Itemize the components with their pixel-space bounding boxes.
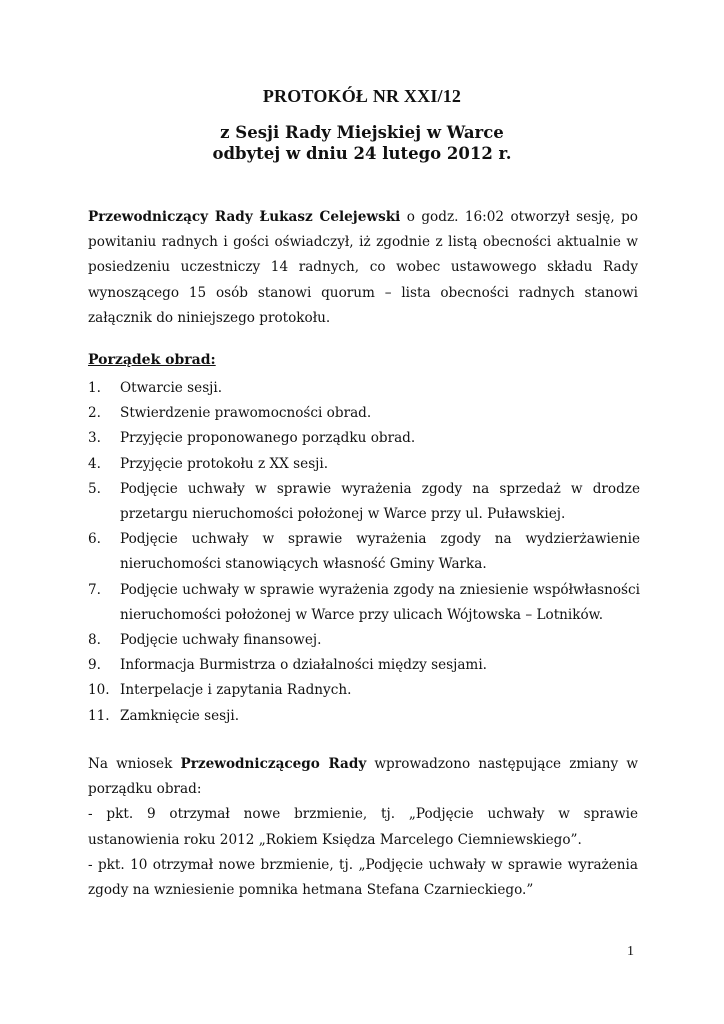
opening-paragraph bbox=[88, 205, 638, 331]
agenda-item bbox=[88, 426, 640, 451]
agenda-item-number: 5. bbox=[88, 480, 101, 497]
agenda-item-text: Stwierdzenie prawomocności obrad. bbox=[120, 405, 372, 422]
changes-section bbox=[88, 752, 638, 903]
agenda-item-number: 2. bbox=[88, 405, 101, 422]
agenda-item-number: 6. bbox=[88, 531, 101, 548]
agenda-item-text: Przyjęcie proponowanego porządku obrad. bbox=[120, 430, 416, 447]
document-title: PROTOKÓŁ NR XXI/12 bbox=[262, 86, 462, 106]
agenda-item-number: 1. bbox=[88, 380, 101, 396]
agenda-item bbox=[88, 527, 640, 577]
agenda-item-text: Podjęcie uchwały w sprawie wyrażenia zgody na sprzedaż w drodze przetargu nieruchomości położonej w Warce przy ul. Puławskiej. bbox=[120, 480, 640, 523]
agenda-item-text: Informacja Burmistrza o działalności między sesjami. bbox=[120, 657, 487, 674]
changes-intro-suffix: wprowadzono następujące zmiany w porządku obrad: bbox=[88, 756, 638, 798]
agenda-item-text: Przyjęcie protokołu z XX sesji. bbox=[120, 455, 329, 472]
agenda-item-number: 3. bbox=[88, 430, 101, 447]
agenda-item bbox=[88, 578, 640, 628]
agenda-item-number: 4. bbox=[88, 455, 101, 472]
document-subtitle bbox=[0, 122, 724, 164]
chair-name: Przewodniczący Rady Łukasz Celejewski bbox=[88, 209, 401, 225]
subtitle-line-2: odbytej w dniu 24 lutego 2012 r. bbox=[212, 144, 512, 163]
changes-intro-bold: Przewodniczącego Rady bbox=[180, 756, 367, 772]
changes-intro-prefix: Na wniosek bbox=[88, 756, 181, 772]
agenda-item-number: 9. bbox=[88, 657, 101, 674]
agenda-heading: Porządek obrad: bbox=[88, 352, 216, 368]
agenda-item-number: 11. bbox=[88, 707, 110, 724]
agenda-item-number: 8. bbox=[88, 632, 101, 649]
change-item-2: - pkt. 10 otrzymał nowe brzmienie, tj. „Podjęcie uchwały w sprawie wyrażenia zgody na wzniesienie pomnika hetmana Stefana Czarnieckiego.” bbox=[88, 856, 638, 899]
agenda-item bbox=[88, 628, 640, 653]
agenda-item-text: Zamknięcie sesji. bbox=[120, 707, 240, 724]
agenda-item-text: Podjęcie uchwały w sprawie wyrażenia zgody na wydzierżawienie nieruchomości stanowiących własność Gminy Warka. bbox=[120, 531, 640, 573]
agenda-item-text: Podjęcie uchwały finansowej. bbox=[120, 632, 322, 649]
agenda-item-text: Interpelacje i zapytania Radnych. bbox=[120, 682, 352, 699]
agenda-item bbox=[88, 401, 640, 426]
subtitle-line-1: z Sesji Rady Miejskiej w Warce bbox=[220, 123, 504, 142]
change-item-1: - pkt. 9 otrzymał nowe brzmienie, tj. „Podjęcie uchwały w sprawie ustanowienia roku 2012 „Rokiem Księdza Marcelego Ciemniewskiego”. bbox=[88, 806, 638, 848]
agenda-item bbox=[88, 678, 640, 703]
agenda-item-number: 7. bbox=[88, 581, 101, 598]
agenda-item-text: Otwarcie sesji. bbox=[120, 380, 223, 396]
agenda-item bbox=[88, 704, 640, 729]
agenda-item bbox=[88, 653, 640, 678]
agenda-list bbox=[88, 376, 640, 729]
page-number: 1 bbox=[627, 944, 634, 959]
agenda-item bbox=[88, 452, 640, 477]
changes-intro bbox=[88, 752, 638, 802]
agenda-item-number: 10. bbox=[88, 682, 110, 699]
agenda-item bbox=[88, 477, 640, 527]
opening-text: o godz. 16:02 otworzył sesję, po powitaniu radnych i gości oświadczył, iż zgodnie z listą obecności aktualnie w posiedzeniu uczestniczy 14 radnych, co wobec ustawowego składu Rady wynoszącego 15 osób stanowi quorum – lista obecności radnych stanowi załącznik do niniejszego protokołu. bbox=[88, 209, 638, 326]
agenda-item bbox=[88, 376, 640, 401]
agenda-item-text: Podjęcie uchwały w sprawie wyrażenia zgody na zniesienie współwłasności nieruchomości położonej w Warce przy ulicach Wójtowska – Lotników. bbox=[120, 581, 640, 623]
